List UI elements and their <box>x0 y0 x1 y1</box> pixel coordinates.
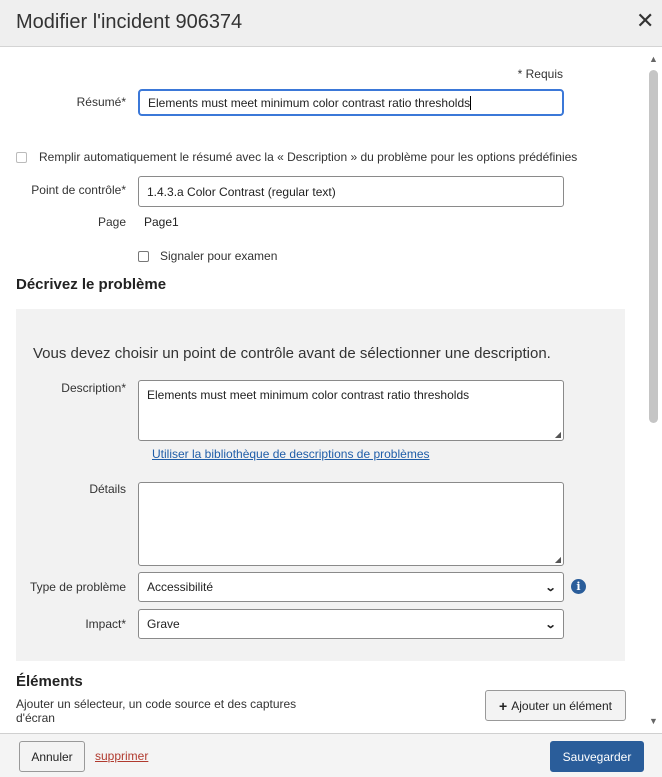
checkpoint-label: Point de contrôle* <box>31 183 126 197</box>
describe-heading: Décrivez le problème <box>16 276 167 293</box>
checkpoint-notice: Vous devez choisir un point de contrôle avant de sélectionner une description. <box>33 345 551 362</box>
summary-label: Résumé* <box>76 95 126 109</box>
elements-heading: Éléments <box>16 673 83 690</box>
add-element-label: Ajouter un élément <box>511 698 612 713</box>
close-icon[interactable]: ✕ <box>636 8 655 33</box>
dialog-header <box>0 0 662 47</box>
scrollbar[interactable] <box>646 48 662 733</box>
description-value: Elements must meet minimum color contrast ratio thresholds <box>147 388 470 402</box>
impact-label: Impact* <box>85 617 126 631</box>
type-label: Type de problème <box>29 580 126 594</box>
info-icon[interactable]: i <box>571 579 586 594</box>
save-button[interactable]: Sauvegarder <box>550 741 644 772</box>
autofill-checkbox[interactable] <box>16 152 27 163</box>
checkpoint-input[interactable] <box>138 176 564 207</box>
checkpoint-value: 1.4.3.a Color Contrast (regular text) <box>147 184 336 199</box>
resize-grip-icon[interactable]: ◢ <box>554 430 561 439</box>
scrollbar-thumb[interactable] <box>649 70 658 423</box>
summary-value: Elements must meet minimum color contrast ratio thresholds <box>148 95 471 110</box>
impact-select[interactable] <box>138 609 564 639</box>
chevron-down-icon: ⌄ <box>544 581 557 594</box>
required-note: * Requis <box>517 67 563 81</box>
details-textarea[interactable] <box>138 482 564 566</box>
add-element-button[interactable] <box>485 690 626 721</box>
summary-input[interactable] <box>138 89 564 116</box>
impact-value: Grave <box>147 617 180 631</box>
type-select[interactable] <box>138 572 564 602</box>
scroll-down-icon[interactable]: ▼ <box>649 716 658 726</box>
autofill-label: Remplir automatiquement le résumé avec la « Description » du problème pour les options prédéfinies <box>39 150 578 164</box>
description-label: Description* <box>61 381 126 395</box>
dialog-title: Modifier l'incident 906374 <box>16 11 243 33</box>
review-label: Signaler pour examen <box>160 249 278 263</box>
page-value: Page1 <box>144 215 179 229</box>
elements-text: Ajouter un sélecteur, un code source et des captures d'écran <box>16 697 297 725</box>
cancel-button[interactable]: Annuler <box>19 741 85 772</box>
description-textarea[interactable] <box>138 380 564 441</box>
details-label: Détails <box>89 482 126 496</box>
scroll-up-icon[interactable]: ▲ <box>649 54 658 64</box>
description-library-link[interactable]: Utiliser la bibliothèque de descriptions de problèmes <box>152 447 430 461</box>
page-label: Page <box>97 215 126 229</box>
review-checkbox[interactable] <box>138 251 149 262</box>
plus-icon: + <box>499 697 508 714</box>
delete-link[interactable]: supprimer <box>95 749 149 763</box>
dialog-footer <box>0 733 662 777</box>
chevron-down-icon: ⌄ <box>544 618 557 631</box>
type-value: Accessibilité <box>147 580 214 594</box>
resize-grip-icon[interactable]: ◢ <box>554 555 561 564</box>
